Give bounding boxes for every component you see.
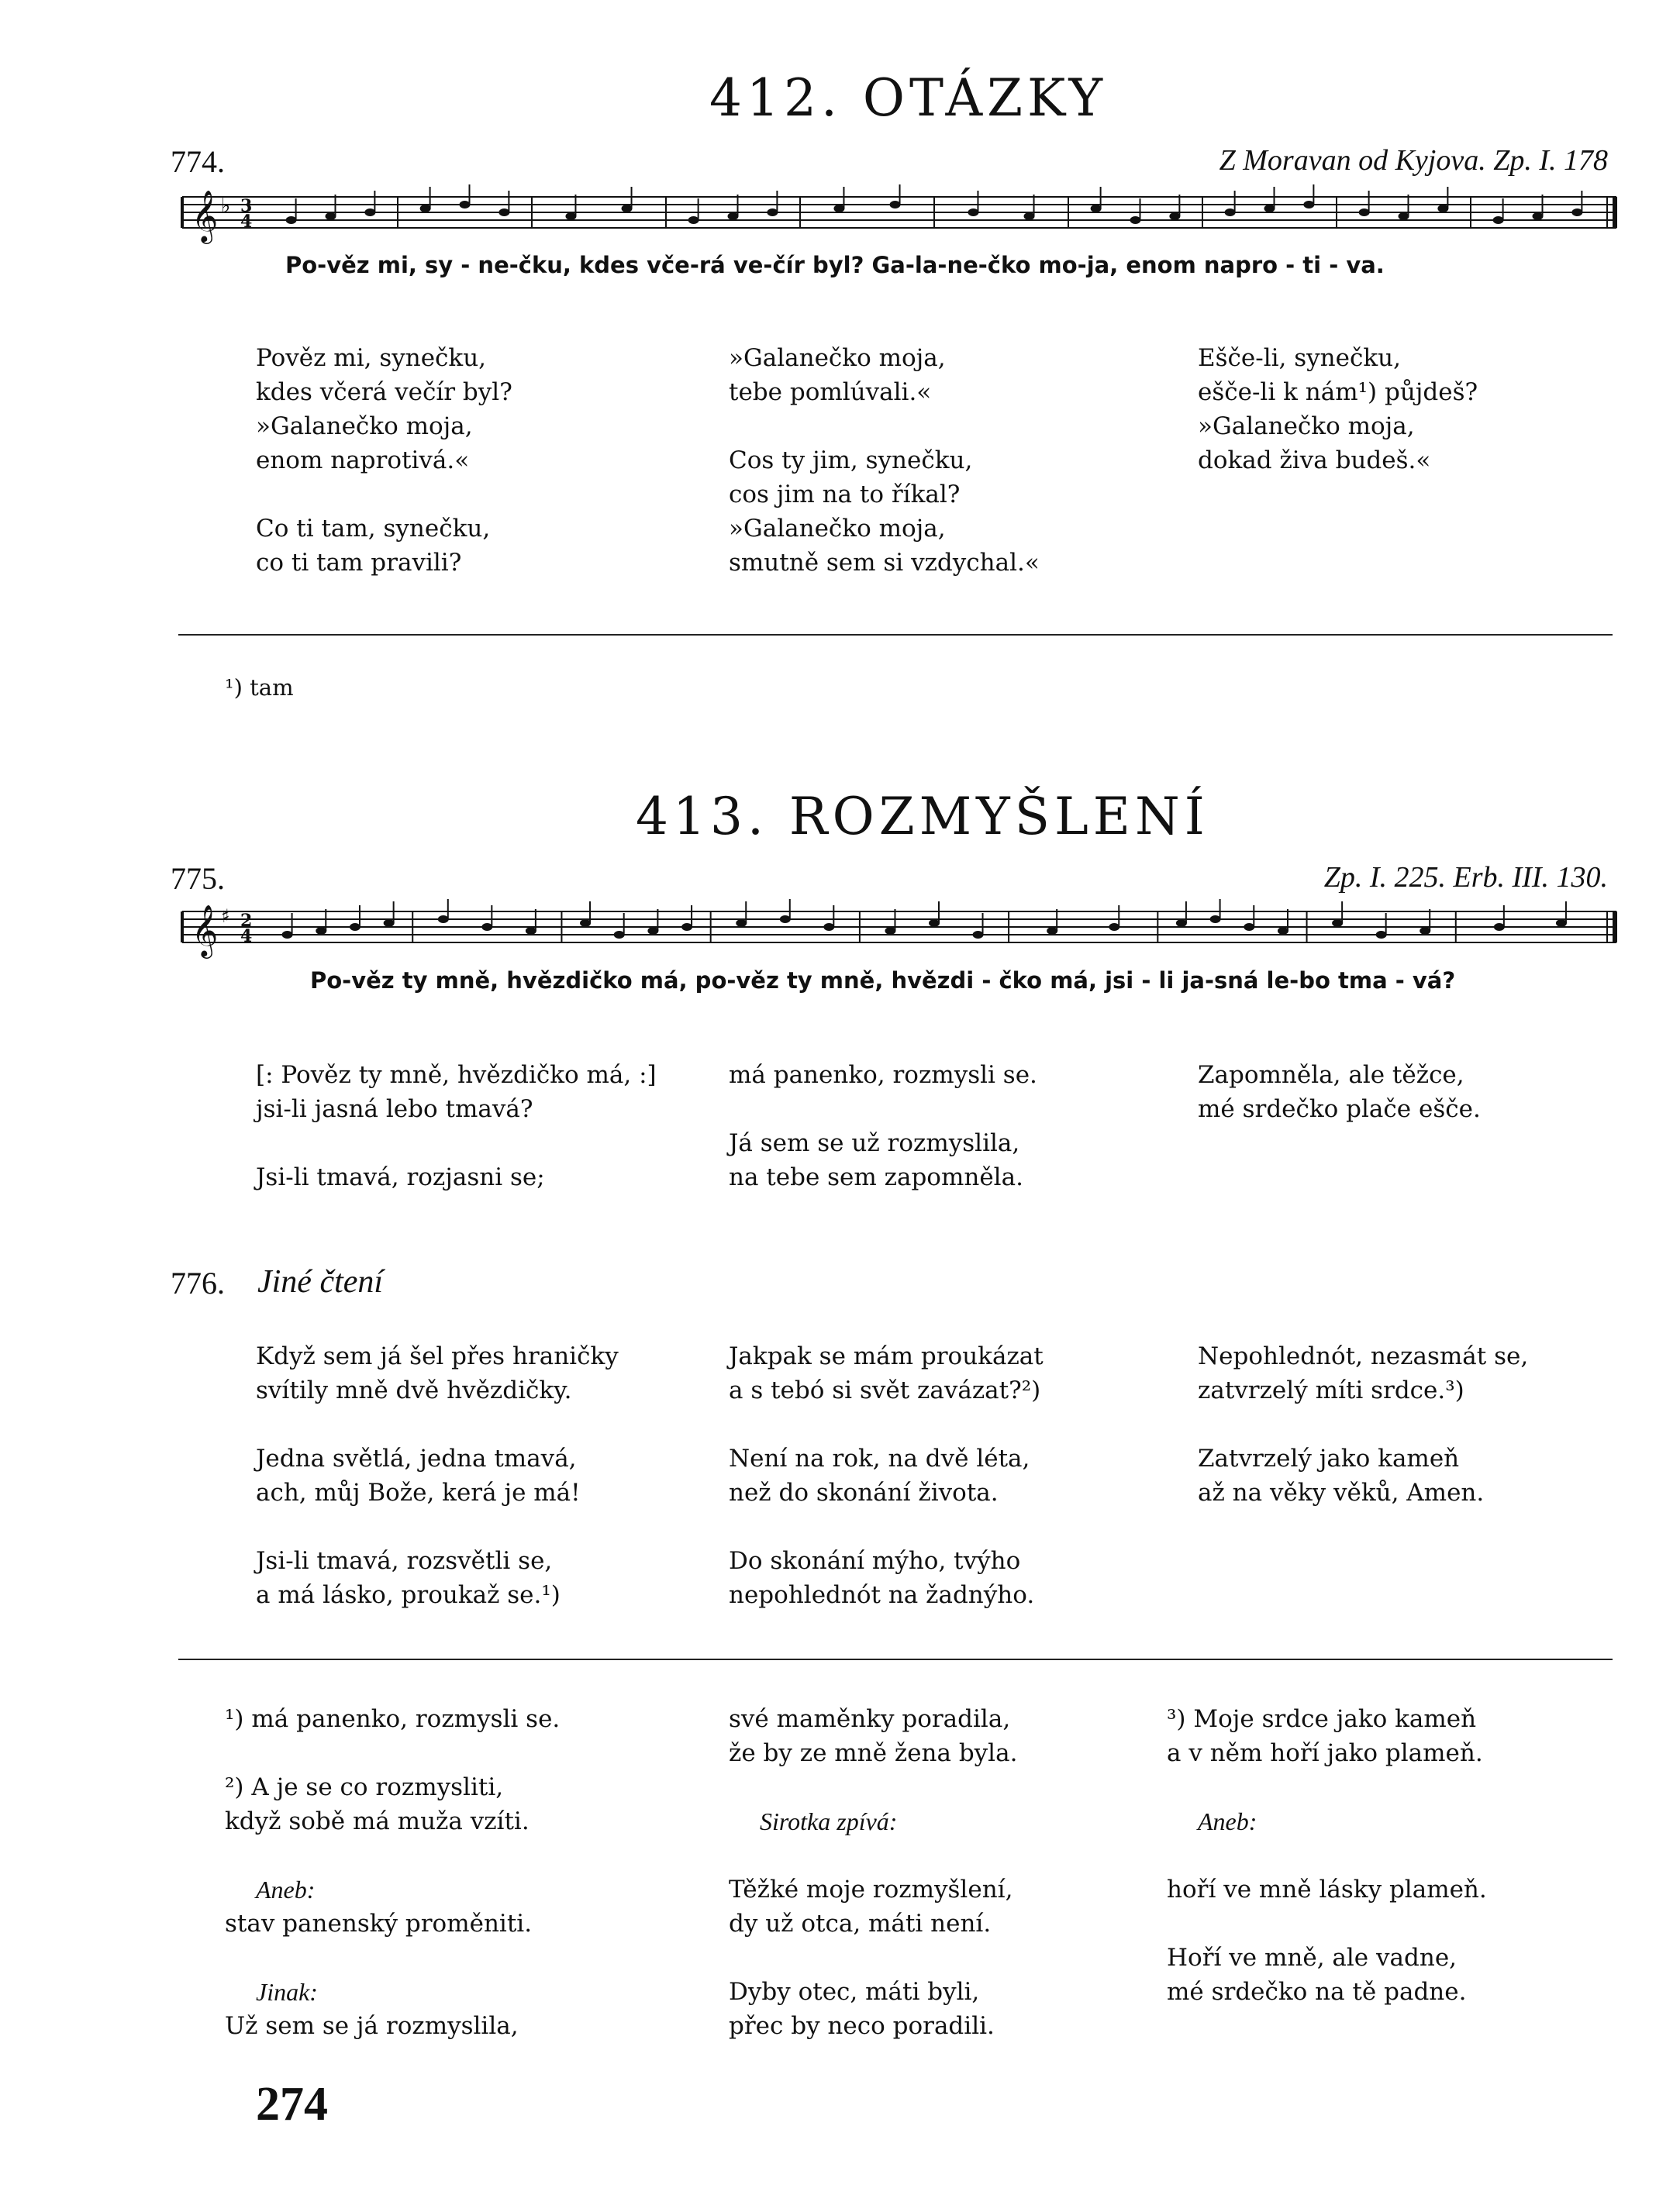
- note-head: [1571, 208, 1582, 216]
- variant-column-2: [729, 1339, 1044, 1612]
- verse-line: [: Pověz ty mně, hvězdičko má, :]: [256, 1061, 657, 1089]
- verse-line: co ti tam pravili?: [256, 549, 462, 577]
- verse-line: hoří ve mně lásky plameň.: [1167, 1876, 1487, 1904]
- note-head: [498, 208, 509, 216]
- footnotes-column-2: [729, 1702, 1017, 2043]
- note-head: [282, 931, 293, 939]
- page-number: 274: [256, 2078, 328, 2131]
- verse-line: mé srdečko plače ešče.: [1198, 1095, 1481, 1123]
- note-head: [1493, 216, 1504, 224]
- melody-774-lyrics: Po-věz mi, sy - ne-čku, kdes vče-rá ve-čír byl? Ga-la-ne-čko mo-ja, enom napro - ti - va.: [285, 252, 1385, 278]
- svg-text:♭: ♭: [221, 195, 231, 218]
- verse-line: má panenko, rozmysli se.: [729, 1061, 1037, 1089]
- verse-line: dy už otca, máti není.: [729, 1910, 992, 1938]
- stanza-gap: [256, 1510, 619, 1544]
- verse-line: Jsi-li tmavá, rozjasni se;: [256, 1163, 545, 1191]
- stanza-gap: [729, 1407, 1044, 1442]
- note-head: [929, 919, 940, 927]
- verse-line: a v něm hoří jako plameň.: [1167, 1739, 1483, 1767]
- song-412-column-3: [1198, 341, 1478, 477]
- verse-line: Nepohlednót, nezasmát se,: [1198, 1342, 1529, 1370]
- verse-line: Jsi-li tmavá, rozsvětli se,: [256, 1547, 553, 1575]
- verse-line: a s tebó si svět zavázat?²): [729, 1376, 1041, 1404]
- verse-line: Když sem já šel přes hraničky: [256, 1342, 619, 1370]
- melody-775-source: Zp. I. 225. Erb. III. 130.: [1323, 861, 1608, 894]
- verse-line: Jedna světlá, jedna tmavá,: [256, 1445, 577, 1473]
- footnotes-column-3: [1167, 1702, 1487, 2009]
- verse-line: Cos ty jim, synečku,: [729, 446, 973, 474]
- variant-column-1: [256, 1339, 619, 1612]
- melody-774-source: Z Moravan od Kyjova. Zp. I. 178: [1219, 144, 1608, 177]
- verse-line: smutně sem si vzdychal.«: [729, 549, 1040, 577]
- note-head: [438, 915, 449, 923]
- verse-line: Není na rok, na dvě léta,: [729, 1445, 1030, 1473]
- song-412-title: 412. OTÁZKY: [709, 68, 1108, 128]
- stanza-gap: [1167, 1770, 1487, 1804]
- note-head: [890, 201, 901, 208]
- note-head: [481, 923, 492, 931]
- note-head: [1091, 205, 1102, 212]
- note-head: [823, 923, 834, 931]
- note-head: [833, 205, 844, 212]
- verse-line: Pověz mi, synečku,: [256, 344, 487, 372]
- song-413-column-3: [1198, 1058, 1481, 1126]
- verse-line: enom naprotivá.«: [256, 446, 470, 474]
- note-head: [647, 927, 658, 935]
- svg-text:𝄞: 𝄞: [191, 189, 219, 242]
- note-head: [1303, 201, 1314, 208]
- stanza-gap: [729, 1092, 1037, 1126]
- note-head: [681, 923, 692, 931]
- melody-774-number: 774.: [171, 144, 225, 179]
- svg-text:♯: ♯: [221, 905, 230, 927]
- note-head: [316, 927, 326, 935]
- note-head: [1494, 923, 1505, 931]
- verse-line: »Galanečko moja,: [729, 515, 946, 543]
- stanza-gap: [729, 409, 1040, 443]
- verse-line: své maměnky poradila,: [729, 1705, 1011, 1733]
- note-head: [1420, 927, 1430, 935]
- stanza-gap: [256, 1407, 619, 1442]
- stanza-gap: [225, 1838, 560, 1873]
- note-head: [1244, 923, 1254, 931]
- verse-line: »Galanečko moja,: [256, 412, 473, 440]
- svg-text:3: 3: [240, 196, 253, 216]
- note-head: [767, 208, 778, 216]
- note-head: [1047, 927, 1057, 935]
- verse-line: tebe pomlúvali.«: [729, 378, 932, 406]
- note-head: [1533, 212, 1544, 220]
- note-head: [286, 216, 297, 224]
- verse-line: »Galanečko moja,: [729, 344, 946, 372]
- note-head: [580, 919, 591, 927]
- verse-line: až na věky věků, Amen.: [1198, 1479, 1485, 1507]
- verse-line: jsi-li jasná lebo tmavá?: [256, 1095, 533, 1123]
- note-head: [1399, 212, 1409, 220]
- divider: [178, 634, 1613, 636]
- note-head: [885, 927, 895, 935]
- note-head: [384, 919, 395, 927]
- variant-776-number: 776.: [171, 1266, 225, 1301]
- melody-775-lyrics: Po-věz ty mně, hvězdičko má, po-věz ty mně, hvězdi - čko má, jsi - li ja-sná le-bo tma - vá?: [310, 967, 1456, 994]
- footnote-412: ¹) tam: [225, 674, 294, 701]
- music-staff-774: [174, 184, 1624, 246]
- verse-line: zatvrzelý míti srdce.³): [1198, 1376, 1464, 1404]
- stanza-gap: [256, 477, 512, 512]
- stanza-gap: [256, 1126, 657, 1160]
- variant-column-3: [1198, 1339, 1528, 1510]
- verse-line: Těžké moje rozmyšlení,: [729, 1876, 1013, 1904]
- stanza-gap: [1167, 1907, 1487, 1941]
- stanza-gap: [729, 1941, 1017, 1975]
- note-head: [1332, 919, 1343, 927]
- note-head: [326, 212, 336, 220]
- verse-line: Hoří ve mně, ale vadne,: [1167, 1944, 1457, 1972]
- song-413-column-2: [729, 1058, 1037, 1194]
- stanza-gap: [1167, 1838, 1487, 1873]
- note-head: [1210, 915, 1221, 923]
- stanza-gap: [729, 1838, 1017, 1873]
- melody-775-number: 775.: [171, 861, 225, 896]
- variant-776-label: Jiné čtení: [257, 1264, 384, 1300]
- verse-line: Jakpak se mám proukázat: [729, 1342, 1044, 1370]
- verse-line: Ešče-li, synečku,: [1198, 344, 1401, 372]
- note-head: [1556, 919, 1567, 927]
- note-head: [973, 931, 984, 939]
- verse-line: než do skonání života.: [729, 1479, 999, 1507]
- verse-line: ach, můj Bože, kerá je má!: [256, 1479, 581, 1507]
- svg-text:4: 4: [240, 212, 253, 232]
- verse-line: Už sem se já rozmyslila,: [225, 2012, 519, 2040]
- note-head: [364, 208, 375, 216]
- verse-line: svítily mně dvě hvězdičky.: [256, 1376, 572, 1404]
- song-412-column-2: [729, 341, 1040, 580]
- italic-label: Aneb:: [256, 1876, 316, 1904]
- verse-line: kdes včerá večír byl?: [256, 378, 512, 406]
- verse-line: dokad živa budeš.«: [1198, 446, 1431, 474]
- note-head: [780, 915, 791, 923]
- stanza-gap: [225, 1941, 560, 1975]
- verse-line: Zatvrzelý jako kameň: [1198, 1445, 1460, 1473]
- song-412-column-1: [256, 341, 512, 580]
- note-head: [526, 927, 536, 935]
- note-head: [420, 205, 431, 212]
- verse-line: ¹) má panenko, rozmysli se.: [225, 1705, 561, 1733]
- stanza-gap: [729, 1510, 1044, 1544]
- italic-label: Jinak:: [256, 1978, 318, 2006]
- verse-line: Co ti tam, synečku,: [256, 515, 491, 543]
- footnotes-column-1: [225, 1702, 560, 2043]
- verse-line: ²) A je se co rozmysliti,: [225, 1773, 504, 1801]
- note-head: [1225, 208, 1236, 216]
- verse-line: stav panenský proměniti.: [225, 1910, 533, 1938]
- note-head: [614, 931, 625, 939]
- verse-line: na tebe sem zapomněla.: [729, 1163, 1023, 1191]
- note-head: [1109, 923, 1119, 931]
- note-head: [460, 201, 471, 208]
- note-head: [1264, 205, 1275, 212]
- italic-label: Aneb:: [1198, 1807, 1257, 1835]
- music-staff-775: [174, 899, 1624, 961]
- note-head: [1376, 931, 1387, 939]
- verse-line: když sobě má muža vzíti.: [225, 1807, 530, 1835]
- divider: [178, 1659, 1613, 1660]
- verse-line: že by ze mně žena byla.: [729, 1739, 1018, 1767]
- note-head: [1130, 216, 1141, 224]
- note-head: [565, 212, 576, 220]
- note-head: [968, 208, 978, 216]
- note-head: [1359, 208, 1370, 216]
- note-head: [1024, 212, 1035, 220]
- stanza-gap: [225, 1736, 560, 1770]
- note-head: [622, 205, 633, 212]
- stanza-gap: [1198, 1407, 1528, 1442]
- verse-line: ešče-li k nám¹) půjdeš?: [1198, 378, 1478, 406]
- verse-line: cos jim na to říkal?: [729, 481, 961, 508]
- note-head: [688, 216, 699, 224]
- note-head: [350, 923, 360, 931]
- verse-line: »Galanečko moja,: [1198, 412, 1415, 440]
- svg-text:𝄞: 𝄞: [191, 904, 219, 956]
- verse-line: mé srdečko na tě padne.: [1167, 1978, 1467, 2006]
- verse-line: Zapomněla, ale těžce,: [1198, 1061, 1464, 1089]
- verse-line: Do skonání mýho, tvýho: [729, 1547, 1021, 1575]
- note-head: [1169, 212, 1180, 220]
- verse-line: Já sem se už rozmyslila,: [729, 1129, 1020, 1157]
- verse-line: nepohlednót na žadnýho.: [729, 1581, 1035, 1609]
- stanza-gap: [729, 1770, 1017, 1804]
- note-head: [1278, 927, 1288, 935]
- verse-line: ³) Moje srdce jako kameň: [1167, 1705, 1477, 1733]
- note-head: [728, 212, 739, 220]
- verse-line: přec by neco poradili.: [729, 2012, 995, 2040]
- svg-text:2: 2: [240, 911, 253, 931]
- note-head: [736, 919, 747, 927]
- song-413-column-1: [256, 1058, 657, 1194]
- note-head: [1176, 919, 1187, 927]
- italic-label: Sirotka zpívá:: [760, 1807, 898, 1835]
- song-413-title: 413. ROZMYŠLENÍ: [636, 787, 1209, 846]
- verse-line: a má lásko, proukaž se.¹): [256, 1581, 561, 1609]
- svg-text:4: 4: [240, 926, 253, 946]
- note-head: [1437, 205, 1448, 212]
- verse-line: Dyby otec, máti byli,: [729, 1978, 980, 2006]
